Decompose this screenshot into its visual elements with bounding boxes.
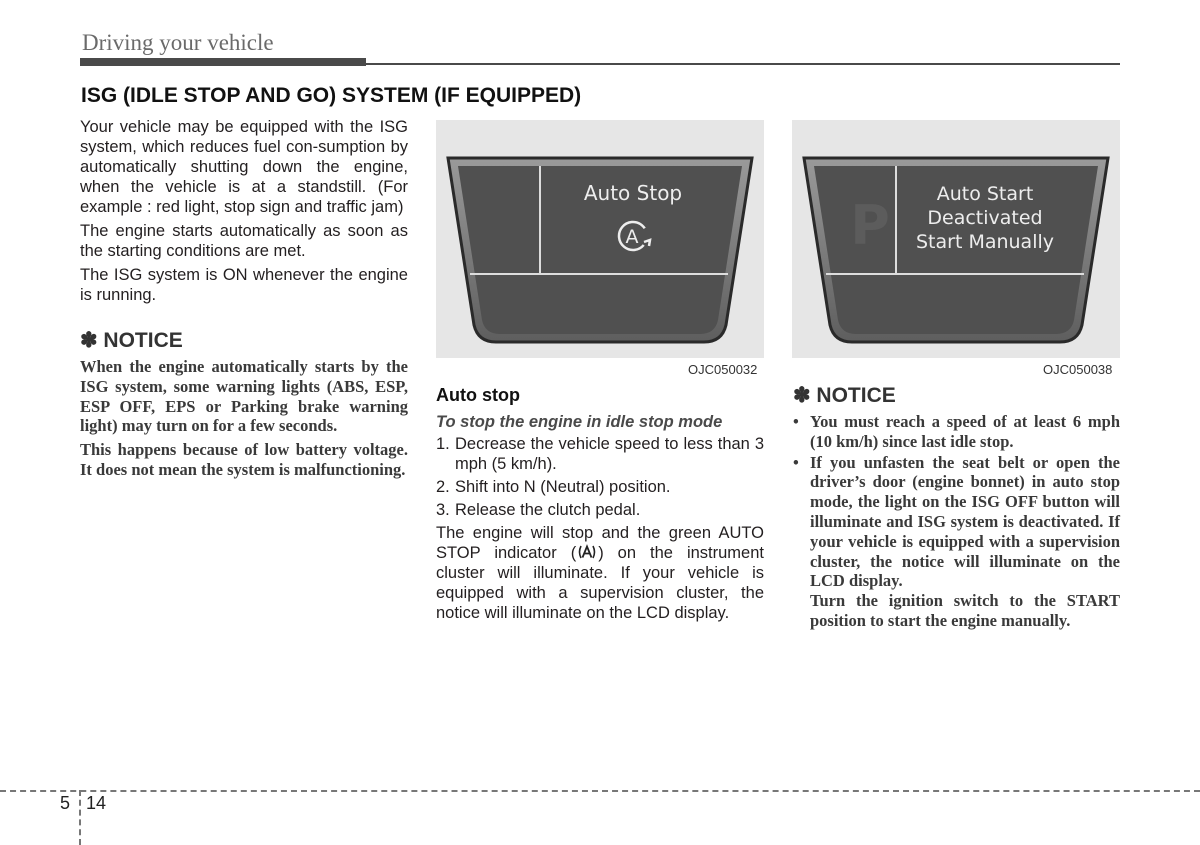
bullet-text: You must reach a speed of at least 6 mph (10 km/h) since last idle stop. bbox=[810, 412, 1120, 451]
list-item bbox=[793, 453, 1120, 631]
page-number: 14 bbox=[86, 793, 107, 813]
list-item bbox=[436, 477, 764, 497]
background-letter: P bbox=[850, 194, 890, 257]
result-text: ) on the instrument cluster will illuminate. If your vehicle is equipped with a supervision cluster, the notice will illuminate on the LCD display. bbox=[436, 544, 764, 622]
intro-column bbox=[80, 117, 408, 484]
display-text: Auto Stop bbox=[583, 181, 683, 205]
bullet-text-extra: Turn the ignition switch to the START position to start the engine manually. bbox=[810, 591, 1120, 630]
footer-rule bbox=[0, 790, 1200, 792]
footer-divider bbox=[79, 790, 81, 845]
step-number: 2. bbox=[436, 478, 450, 496]
notice-title: ✽ NOTICE bbox=[793, 384, 896, 407]
bullet: • bbox=[793, 412, 799, 431]
notice-paragraph: This happens because of low battery voltage. It does not mean the system is malfunctioning. bbox=[80, 440, 408, 479]
figure-code: OJC050038 bbox=[1043, 362, 1113, 377]
step-number: 1. bbox=[436, 435, 450, 453]
display-illustration bbox=[436, 120, 764, 358]
figure-auto-start-deactivated bbox=[792, 120, 1120, 358]
auto-stop-column bbox=[436, 384, 764, 627]
figure-code: OJC050032 bbox=[688, 362, 758, 377]
display-illustration bbox=[792, 120, 1120, 358]
bullet-text: If you unfasten the seat belt or open the driver’s door (engine bonnet) in auto stop mode, the light on the ISG OFF button will illuminate and ISG system is deactivated. If your vehicle is equipped with a supervision cluster, the notice will illuminate on the LCD display. bbox=[810, 452, 1120, 591]
list-item bbox=[436, 434, 764, 474]
notice-title: ✽ NOTICE bbox=[80, 329, 183, 352]
procedure-title: To stop the engine in idle stop mode bbox=[436, 413, 723, 431]
auto-stop-indicator-icon bbox=[576, 544, 598, 560]
step-text: Release the clutch pedal. bbox=[455, 501, 641, 519]
step-text: Decrease the vehicle speed to less than 3 mph (5 km/h). bbox=[455, 435, 764, 473]
figure-auto-stop bbox=[436, 120, 764, 358]
step-text: Shift into N (Neutral) position. bbox=[455, 478, 671, 496]
list-item bbox=[436, 500, 764, 520]
notice-list bbox=[793, 412, 1120, 631]
intro-paragraph: Your vehicle may be equipped with the ISG system, which reduces fuel con-sumption by automatically shutting down the engine, when the vehicle is at a standstill. (For example : red light, stop sign and traffic jam) bbox=[80, 118, 408, 216]
steps-list bbox=[436, 434, 764, 520]
chapter-number: 5 bbox=[60, 793, 71, 813]
header-bar bbox=[80, 58, 366, 66]
section-title: Driving your vehicle bbox=[82, 30, 274, 55]
bullet: • bbox=[793, 452, 799, 472]
list-item bbox=[793, 412, 1120, 452]
result-paragraph bbox=[436, 523, 764, 623]
subsection-title: Auto stop bbox=[436, 385, 520, 405]
intro-paragraph: The ISG system is ON whenever the engine is running. bbox=[80, 266, 408, 304]
display-text: Auto Start bbox=[936, 183, 1034, 205]
display-text: Start Manually bbox=[915, 231, 1055, 253]
display-text: Deactivated bbox=[927, 207, 1043, 229]
header-rule bbox=[366, 63, 1120, 65]
svg-text:A: A bbox=[625, 226, 639, 248]
step-number: 3. bbox=[436, 501, 450, 519]
notice-column bbox=[793, 384, 1120, 632]
page-heading: ISG (IDLE STOP AND GO) SYSTEM (IF EQUIPPED) bbox=[81, 84, 582, 107]
result-text: The engine will stop and the green AUTO STOP indicator ( bbox=[436, 524, 764, 562]
intro-paragraph: The engine starts automatically as soon as the starting conditions are met. bbox=[80, 222, 408, 260]
notice-paragraph: When the engine automatically starts by the ISG system, some warning lights (ABS, ESP, ESP OFF, EPS or Parking brake warning light) may turn on for a few seconds. bbox=[80, 357, 408, 436]
